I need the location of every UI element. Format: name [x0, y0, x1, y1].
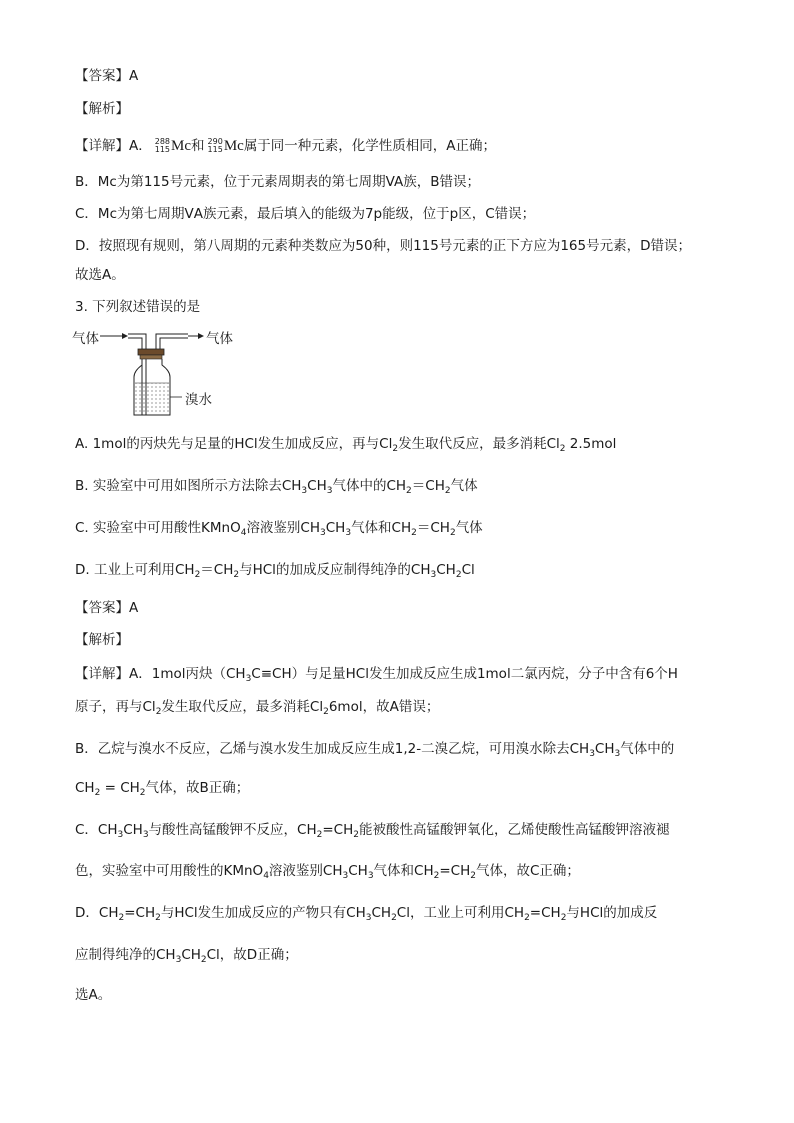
q3-detail-d-line1: D．$CH_2=CH_2$与HCl发生加成反应的产物只有$CH_3CH_2Cl$，工业上可利用$CH_2=CH_2$与HCl的加成反 — [75, 905, 658, 923]
prev-answer: 【答案】A — [75, 68, 139, 84]
prev-detail-c: C．Mc为第七周期ⅤA族元素，最后填入的能级为7p能级，位于p区，C错误； — [75, 206, 536, 222]
option-a: A. 1mol的丙炔先与足量的HCl发生加成反应，再与$Cl_2$发生取代反应，最多消耗$Cl_2$ 2.5mol — [75, 436, 617, 454]
q3-analysis-title: 【解析】 — [75, 632, 129, 648]
q3-detail-d-line2: 应制得纯净的$CH_3CH_2Cl$，故D正确； — [75, 947, 298, 965]
q3-detail-b-line1: B．乙烷与溴水不反应，乙烯与溴水发生加成反应生成1,2-二溴乙烷，可用溴水除去$CH_3CH_3$气体中的 — [75, 741, 675, 759]
gas-washing-bottle-figure — [70, 325, 270, 420]
q3-answer: 【答案】A — [75, 600, 139, 616]
prev-analysis-title: 【解析】 — [75, 101, 129, 117]
prev-conclusion: 故选A。 — [75, 267, 125, 283]
q3-conclusion: 选A。 — [75, 987, 112, 1003]
option-d: D. 工业上可利用$CH_2=CH_2$与HCl的加成反应制得纯净的$CH_3CH_2Cl$ — [75, 562, 475, 580]
isotope-290: 290 115 — [207, 137, 223, 154]
q3-detail-c-line1: C．$CH_3CH_3$与酸性高锰酸钾不反应，$CH_2=CH_2$能被酸性高锰酸钾氧化，乙烯使酸性高锰酸钾溶液褪 — [75, 822, 670, 840]
q3-detail-a-line1: 【详解】A．1mol丙炔$(CH_3C\equiv CH)$与足量HCl发生加成反应生成1mol二氯丙烷，分子中含有6个H — [75, 666, 678, 684]
gas-washing-bottle-icon — [70, 325, 270, 420]
prev-detail-d: D．按照现有规则，第八周期的元素种类数应为50种，则115号元素的正下方应为165号元素，D错误； — [75, 238, 692, 254]
option-b: B. 实验室中可用如图所示方法除去$CH_3CH_3$气体中的$CH_2=CH_2$气体 — [75, 478, 478, 496]
prev-detail-a: 【详解】A． 288 115 Mc和 290 115 Mc属于同一种元素，化学性质相同，A正确； — [75, 137, 497, 154]
bromine-water-label: 溴水 — [185, 392, 212, 408]
gas-inlet-label: 气体 — [72, 331, 99, 347]
prev-detail-b: B．Mc为第115号元素，位于元素周期表的第七周期VA族，B错误； — [75, 174, 480, 190]
q3-detail-a-line2: 原子，再与$Cl_2$发生取代反应，最多消耗$Cl_26mol$，故A错误； — [75, 699, 440, 717]
option-c: C. 实验室中可用酸性KMnO$_4$溶液鉴别$CH_3CH_3$气体和$CH_2=CH_2$气体 — [75, 520, 483, 538]
isotope-288: 288 115 — [154, 137, 171, 154]
q3-detail-c-line2: 色，实验室中可用酸性的KMnO$_4$溶液鉴别$CH_3CH_3$气体和$CH_2=CH_2$气体，故C正确； — [75, 863, 580, 881]
question-3-stem: 3. 下列叙述错误的是 — [75, 299, 201, 315]
gas-outlet-label: 气体 — [206, 331, 233, 347]
q3-detail-b-line2: $CH_2 = CH_2$气体，故B正确； — [75, 780, 250, 798]
